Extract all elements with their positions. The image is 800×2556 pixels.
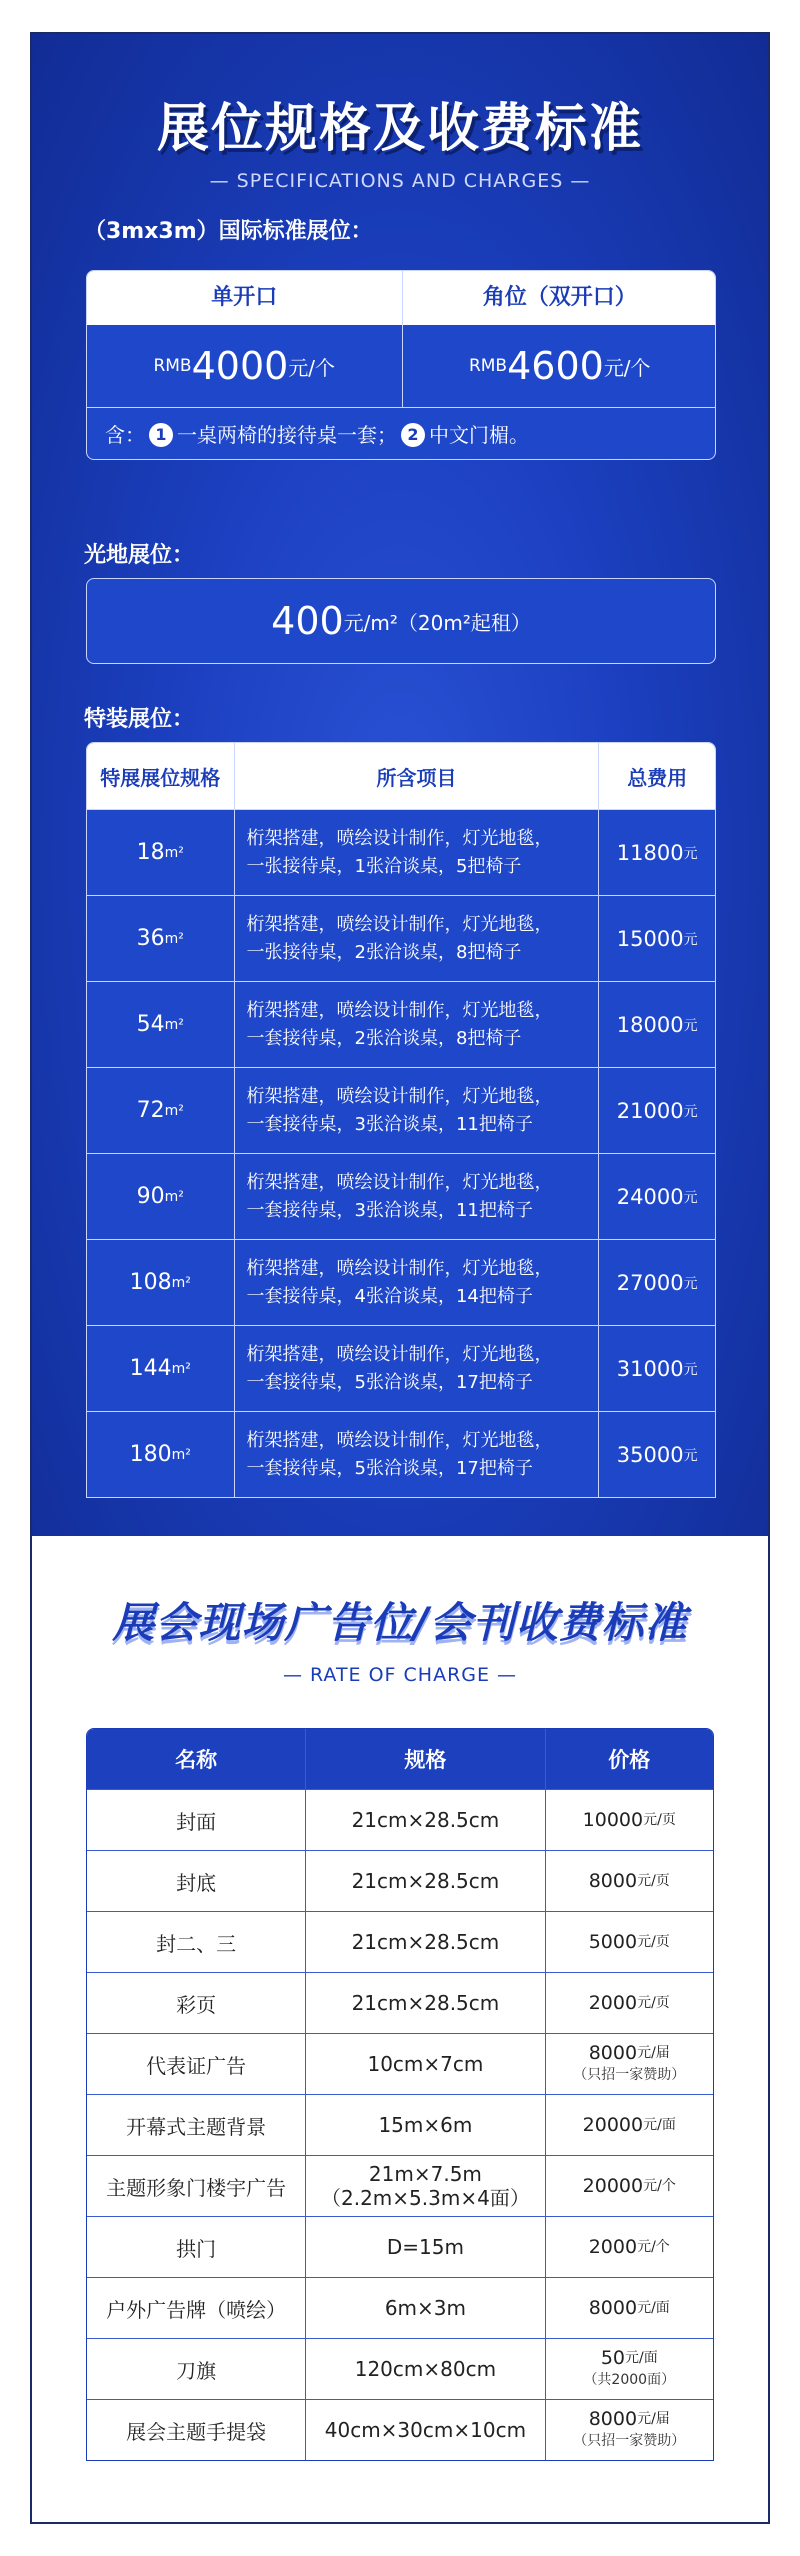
- ad-price: 8000 元/届 （只招一家赞助）: [573, 2408, 686, 2449]
- booth-size: 180 m²: [87, 1412, 235, 1497]
- header-size: 特展展位规格: [87, 743, 235, 809]
- booth-items: 桁架搭建，喷绘设计制作，灯光地毯， 一套接待桌，2张洽谈桌，8把椅子: [235, 982, 600, 1067]
- ad-name: 封底: [87, 1851, 306, 1911]
- table-row: [87, 1411, 715, 1497]
- booth-size: 54 m²: [87, 982, 235, 1067]
- standard-booth-header: [87, 271, 716, 325]
- ad-price: 50 元/面 （共2000面）: [583, 2347, 676, 2388]
- table-row: [87, 2155, 713, 2216]
- table-row: [87, 1067, 715, 1153]
- booth-items: 桁架搭建，喷绘设计制作，灯光地毯， 一套接待桌，4张洽谈桌，14把椅子: [235, 1240, 600, 1325]
- booth-price: 18000 元: [616, 1012, 698, 1037]
- ad-name: 刀旗: [87, 2339, 306, 2399]
- booth-size: 36 m²: [87, 896, 235, 981]
- special-booth-label: 特装展位：: [84, 707, 195, 732]
- booth-items: 桁架搭建，喷绘设计制作，灯光地毯， 一套接待桌，3张洽谈桌，11把椅子: [235, 1068, 600, 1153]
- ad-name: 展会主题手提袋: [87, 2400, 306, 2460]
- booth-price: 24000 元: [616, 1184, 698, 1209]
- table-row: [87, 2033, 713, 2094]
- corner-booth-header: 角位（双开口）: [482, 285, 637, 310]
- booth-size: 144 m²: [87, 1326, 235, 1411]
- table-row: [87, 1153, 715, 1239]
- single-opening-price: RMB 4000 元/个: [87, 325, 403, 407]
- ads-title: 展会现场广告位/会刊收费标准: [112, 1598, 688, 1647]
- ad-spec: 21cm×28.5cm: [306, 1912, 545, 1972]
- table-row: [87, 2338, 713, 2399]
- table-row: [87, 1972, 713, 2033]
- table-row: [87, 1850, 713, 1911]
- ad-spec: 120cm×80cm: [306, 2339, 545, 2399]
- ad-name: 代表证广告: [87, 2034, 306, 2094]
- booth-price: 31000 元: [616, 1356, 698, 1381]
- ad-spec: 40cm×30cm×10cm: [306, 2400, 545, 2460]
- corner-booth-price: RMB 4600 元/个: [468, 344, 651, 388]
- number-one-icon: 1: [149, 423, 173, 447]
- table-row: [87, 2094, 713, 2155]
- ad-spec: 21m×7.5m （2.2m×5.3m×4面）: [306, 2156, 545, 2216]
- special-booth-header: [87, 743, 715, 809]
- table-row: [87, 2399, 713, 2460]
- ad-name: 封面: [87, 1790, 306, 1850]
- ad-spec: 10cm×7cm: [306, 2034, 545, 2094]
- header-spec: 规格: [306, 1729, 545, 1789]
- ad-price: 10000 元/页: [582, 1809, 676, 1831]
- booth-items: 桁架搭建，喷绘设计制作，灯光地毯， 一套接待桌，3张洽谈桌，11把椅子: [235, 1154, 600, 1239]
- booth-items: 桁架搭建，喷绘设计制作，灯光地毯， 一张接待桌，2张洽谈桌，8把椅子: [235, 896, 600, 981]
- table-row: [87, 1789, 713, 1850]
- table-row: [87, 1239, 715, 1325]
- table-row: [87, 981, 715, 1067]
- booth-size: 72 m²: [87, 1068, 235, 1153]
- ad-name: 户外广告牌（喷绘）: [87, 2278, 306, 2338]
- page-subtitle: — SPECIFICATIONS AND CHARGES —: [209, 170, 591, 192]
- standard-booth-note: 含： 1 一桌两椅的接待桌一套； 2 中文门楣。: [87, 407, 716, 460]
- ad-spec: 6m×3m: [306, 2278, 545, 2338]
- ad-name: 彩页: [87, 1973, 306, 2033]
- ad-spec: 21cm×28.5cm: [306, 1790, 545, 1850]
- ad-spec: 21cm×28.5cm: [306, 1851, 545, 1911]
- booth-items: 桁架搭建，喷绘设计制作，灯光地毯， 一套接待桌，5张洽谈桌，17把椅子: [235, 1326, 600, 1411]
- ad-price: 5000 元/页: [588, 1931, 670, 1953]
- standard-booth-prices: [87, 325, 716, 407]
- table-row: [87, 1325, 715, 1411]
- header-price: 价格: [608, 1748, 651, 1772]
- table-row: [87, 809, 715, 895]
- booth-size: 18 m²: [87, 810, 235, 895]
- specifications-section: [32, 34, 768, 1536]
- booth-price: 21000 元: [616, 1098, 698, 1123]
- ad-name: 主题形象门楼宇广告: [87, 2156, 306, 2216]
- booth-price: 11800 元: [616, 840, 698, 865]
- ad-price: 8000 元/届 （只招一家赞助）: [573, 2042, 686, 2083]
- booth-items: 桁架搭建，喷绘设计制作，灯光地毯， 一套接待桌，5张洽谈桌，17把椅子: [235, 1412, 600, 1497]
- special-booth-table: [86, 742, 716, 1498]
- booth-price: 27000 元: [616, 1270, 698, 1295]
- ad-price: 20000 元/个: [582, 2175, 676, 2197]
- ads-header: [87, 1729, 713, 1789]
- ads-subtitle: — RATE OF CHARGE —: [282, 1664, 518, 1686]
- ad-name: 开幕式主题背景: [87, 2095, 306, 2155]
- standard-booth-table: [86, 270, 716, 460]
- booth-items: 桁架搭建，喷绘设计制作，灯光地毯， 一张接待桌，1张洽谈桌，5把椅子: [235, 810, 600, 895]
- header-total: 总费用: [627, 765, 688, 790]
- booth-price: 15000 元: [616, 926, 698, 951]
- ad-price: 8000 元/页: [588, 1870, 670, 1892]
- ad-price: 2000 元/个: [588, 2236, 670, 2258]
- ad-price: 8000 元/面: [588, 2297, 670, 2319]
- single-opening-header: 单开口: [87, 271, 403, 325]
- bare-space-label: 光地展位：: [84, 543, 195, 568]
- header-name: 名称: [87, 1729, 306, 1789]
- table-row: [87, 895, 715, 981]
- header-items: 所含项目: [235, 743, 600, 809]
- ad-price: 20000 元/面: [582, 2114, 676, 2136]
- table-row: [87, 2277, 713, 2338]
- ad-spec: 21cm×28.5cm: [306, 1973, 545, 2033]
- standard-booth-label: （3mx3m）国际标准展位：: [84, 219, 373, 244]
- ad-price: 2000 元/页: [588, 1992, 670, 2014]
- ads-table: [86, 1728, 714, 2461]
- ad-name: 封二、三: [87, 1912, 306, 1972]
- ad-name: 拱门: [87, 2217, 306, 2277]
- booth-price: 35000 元: [616, 1442, 698, 1467]
- ad-spec: 15m×6m: [306, 2095, 545, 2155]
- booth-size: 90 m²: [87, 1154, 235, 1239]
- number-two-icon: 2: [401, 423, 425, 447]
- booth-size: 108 m²: [87, 1240, 235, 1325]
- table-row: [87, 2216, 713, 2277]
- page-title: 展位规格及收费标准: [156, 99, 643, 159]
- table-row: [87, 1911, 713, 1972]
- bare-space-price: 400 元/m²（20m²起租）: [86, 578, 716, 664]
- ad-spec: D=15m: [306, 2217, 545, 2277]
